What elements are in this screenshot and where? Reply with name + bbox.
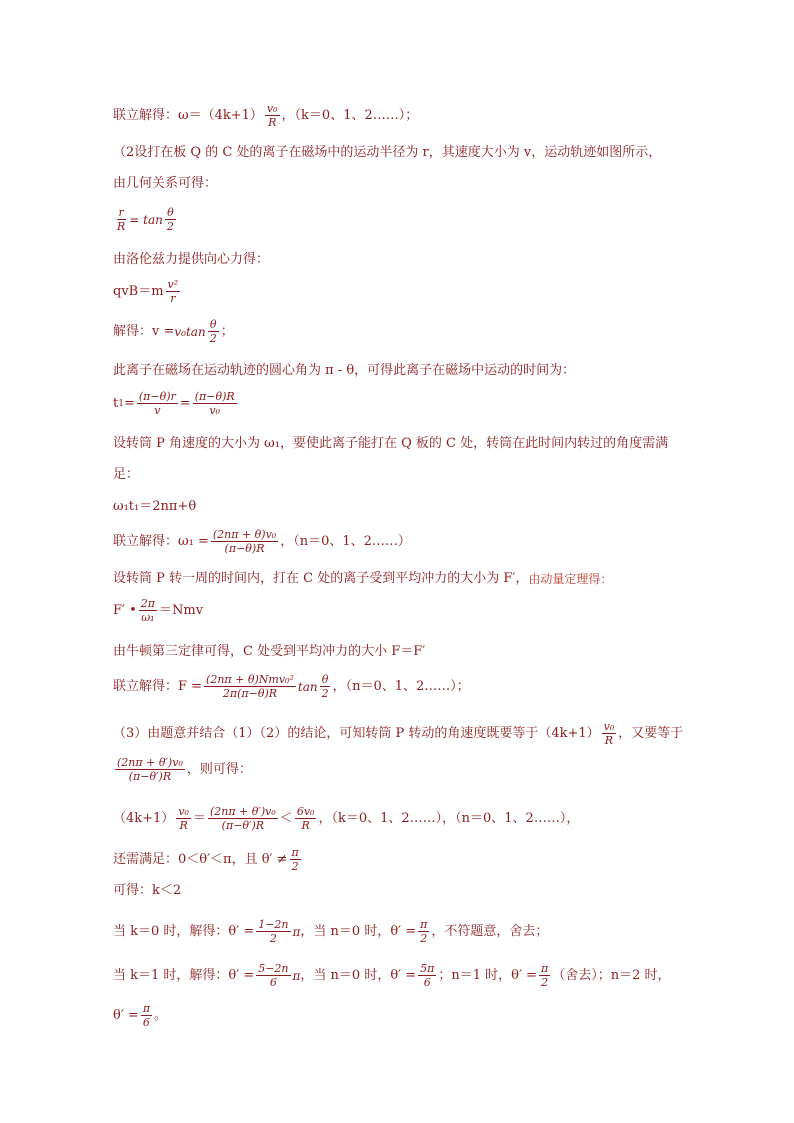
line-10: 设转筒 P 角速度的大小为 ω₁，要使此离子能打在 Q 板的 C 处，转筒在此时间内转过的角度需满 xyxy=(113,436,669,451)
line-4: $\frac{r}{R}$ = tan $\frac{\theta}{2}$ xyxy=(117,206,174,233)
fraction-v0-over-R: $\frac{\text{v₀}}{R}$ xyxy=(266,102,278,129)
line-17: 联立解得：F = $\frac{\text{(2nπ + θ)Nmv₀²}}{2\pi(\pi-\theta)R}$ tan $\frac{\theta}{2}$ ，（n＝0、1、2……）； xyxy=(113,673,470,700)
line-6: qvB＝m $\frac{\text{v²}}{r}$ xyxy=(113,278,179,305)
line-19: $\frac{\text{(2nπ + θ′)v₀}}{(\pi-\theta')R}$ ，则可得： xyxy=(117,756,252,783)
line-13: 联立解得：ω₁ = $\frac{\text{(2nπ + θ)v₀}}{(\pi-\theta)R}$ ，（n＝0、1、2……） xyxy=(113,528,411,555)
line-9: t 1 = $\frac{(\pi-\theta)r}{v}$ = $\frac{(\pi-\theta)R}{\text{v₀}}$ xyxy=(113,390,235,417)
line-12: ω₁t₁＝2nπ+θ xyxy=(113,499,197,514)
line-3: 由几何关系可得： xyxy=(113,176,218,191)
line-1: 联立解得：ω＝（4k+1） $\frac{\text{v₀}}{R}$ ，（k＝0、1、2……）； xyxy=(113,102,419,129)
line-5: 由洛伦兹力提供向心力得： xyxy=(113,252,270,267)
line-14: 设转筒 P 转一周的时间内，打在 C 处的离子受到平均冲力的大小为 F′， 由动量定理得： xyxy=(113,571,613,586)
line-15: F′ • $\frac{2\pi}{\text{ω₁}}$ ＝Nmv xyxy=(113,597,204,624)
line-20: （4k+1） $\frac{\text{v₀}}{R}$ ＝ $\frac{\text{(2nπ + θ′)v₀}}{(\pi-\theta')R}$ ＜ $\frac{\text{6v₀}}{R}$ ，（k＝0、1、2……），（n＝0、1、2……）， xyxy=(113,805,580,832)
line-7: 解得：v = v₀ tan $\frac{\theta}{2}$ ； xyxy=(113,318,234,345)
line-22: 可得：k＜2 xyxy=(113,883,182,898)
line-25: θ′ = $\frac{\pi}{6}$ 。 xyxy=(113,1002,168,1029)
line-2: （2设打在板 Q 的 C 处的离子在磁场中的运动半径为 r，其速度大小为 v，运动轨迹如图所示， xyxy=(113,145,662,160)
line-11: 足： xyxy=(113,467,140,482)
line-8: 此离子在磁场在运动轨迹的圆心角为 π - θ，可得此离子在磁场中运动的时间为： xyxy=(113,363,576,378)
line-21: 还需满足：0＜θ′＜π，且 θ′ ≠ $\frac{\pi}{2}$ xyxy=(113,846,299,873)
line-16: 由牛顿第三定律可得，C 处受到平均冲力的大小 F＝F′ xyxy=(113,644,426,659)
line-24: 当 k＝1 时，解得：θ′ = $\frac{5-2n}{6}$ π ，当 n＝0 时，θ′ = $\frac{5\pi}{6}$ ；n＝1 时，θ′ = $\frac{\pi}{2}$ （舍去）；n＝2 时， xyxy=(113,962,671,989)
line-23: 当 k＝0 时，解得：θ′ = $\frac{1-2n}{2}$ π ，当 n＝0 时，θ′ = $\frac{\pi}{2}$ ，不符题意，舍去； xyxy=(113,918,549,945)
line-18: （3）由题意并结合（1）（2）的结论，可知转筒 P 转动的角速度既要等于（4k+1） $\frac{\text{v₀}}{R}$ ，又要等于 xyxy=(113,720,684,747)
